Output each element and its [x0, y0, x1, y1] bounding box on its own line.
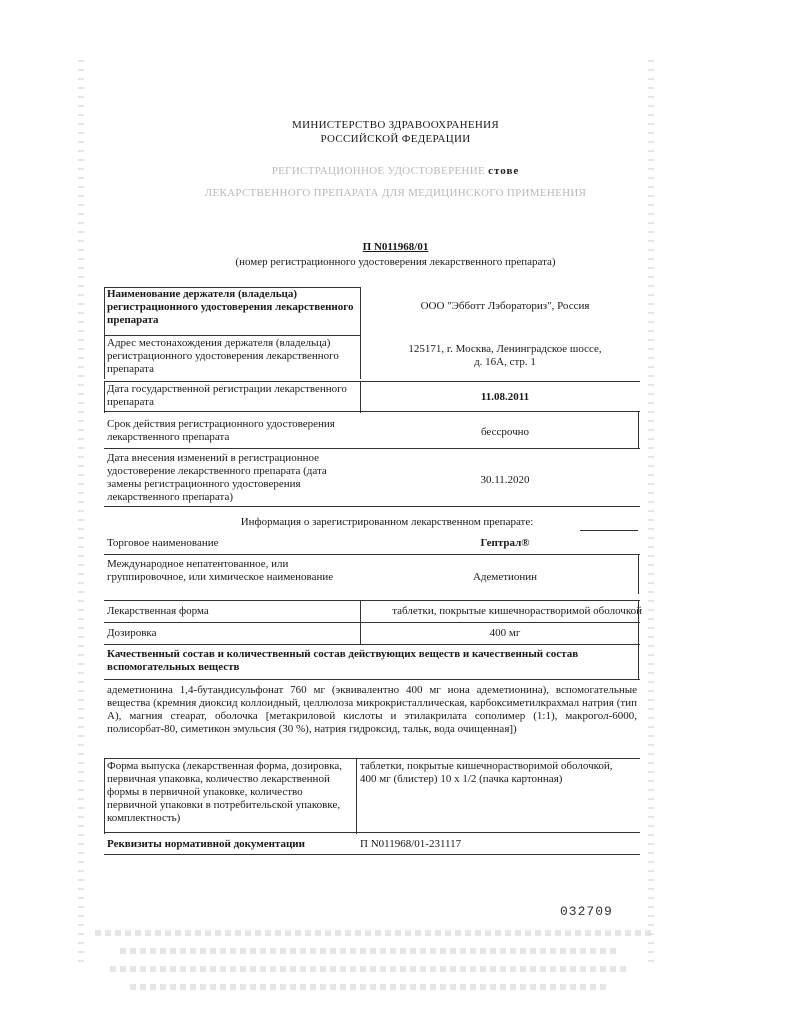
certificate-title	[0, 164, 791, 200]
validity-value: бессрочно	[480, 426, 529, 438]
ministry-header	[0, 118, 791, 146]
dosage-label: Дозировка	[107, 627, 157, 639]
info-heading: Информация о зарегистрированном лекарственном препарате:	[240, 516, 534, 528]
cert-subtitle-faded: ЛЕКАРСТВЕННОГО ПРЕПАРАТА ДЛЯ МЕДИЦИНСКОГО ПРИМЕНЕНИЯ	[204, 187, 587, 199]
validity-label: Срок действия регистрационного удостоверения лекарственного препарата	[107, 418, 335, 443]
reg-date-label: Дата государственной регистрации лекарственного препарата	[107, 383, 347, 408]
release-form-value: таблетки, покрытые кишечнорастворимой оболочкой, 400 мг (блистер) 10 х 1/2 (пачка картонная)	[360, 760, 613, 785]
holder-value: ООО "Эбботт Лэбораториз", Россия	[420, 300, 590, 312]
rule	[104, 335, 105, 379]
rule	[104, 600, 640, 601]
address-value	[360, 343, 650, 369]
dosage-value: 400 мг	[489, 627, 521, 639]
release-form-label: Форма выпуска (лекарственная форма, дозировка, первичная упаковка, количество лекарственной формы в первичной упаковке, количество первичной упаковки в потребительской упаковке, комплектность)	[107, 760, 343, 824]
changes-date-label: Дата внесения изменений в регистрационное удостоверение лекарственного препарата (дата замены регистрационного удостоверения лекарственного препарата)	[107, 452, 327, 503]
rule	[104, 287, 105, 337]
rule	[104, 854, 640, 855]
composition-heading: Качественный состав и количественный состав действующих веществ и качественный состав вспомогательных веществ	[107, 648, 579, 673]
scan-noise	[130, 984, 610, 990]
address-value-line-2: д. 16А, стр. 1	[474, 356, 536, 368]
inn-label: Международное непатентованное, или группировочное, или химическое наименование	[107, 558, 334, 583]
rule	[356, 758, 357, 834]
rule	[580, 530, 638, 531]
rule	[104, 758, 105, 834]
scan-noise	[120, 948, 620, 954]
changes-date-value: 30.11.2020	[480, 474, 530, 486]
dosage-form-value: таблетки, покрытые кишечнорастворимой оболочкой	[392, 605, 642, 617]
rule	[104, 554, 640, 555]
rule	[104, 335, 360, 336]
normative-label: Реквизиты нормативной документации	[107, 838, 305, 850]
rule	[104, 679, 640, 680]
cert-title-faded: РЕГИСТРАЦИОННОЕ УДОСТОВЕРЕНИЕ	[271, 165, 486, 177]
reg-date-value: 11.08.2011	[480, 391, 530, 403]
rule	[104, 832, 640, 833]
ministry-line-1: МИНИСТЕРСТВО ЗДРАВООХРАНЕНИЯ	[292, 119, 499, 131]
rule	[104, 448, 640, 449]
address-value-line-1: 125171, г. Москва, Ленинградское шоссе,	[408, 343, 602, 355]
rule	[104, 506, 640, 507]
rule	[104, 758, 640, 759]
ministry-line-2: РОССИЙСКОЙ ФЕДЕРАЦИИ	[320, 133, 471, 145]
composition-text: адеметионина 1,4-бутандисульфонат 760 мг (эквивалентно 400 мг иона адеметионина), вспомогательные вещества (кремния диоксид коллоидный, целлюлоза микрокристаллическая, карбоксиметилкрахмал натрия (тип А), магния стеарат, оболочка [метакриловой кислоты и этилакрилата сополимер (1:1), макрогол-6000, полисорбат-80, симетикон эмульсия (30 %), натрия гидроксид, тальк, вода очищенная])	[107, 684, 637, 735]
scan-noise	[95, 930, 655, 936]
rule	[104, 644, 640, 645]
rule	[104, 622, 640, 623]
normative-value: П N011968/01-231117	[360, 838, 462, 850]
cert-title-word: стове	[488, 165, 520, 177]
form-serial-number: 032709	[560, 904, 613, 919]
holder-label: Наименование держателя (владельца) регистрационного удостоверения лекарственного препарата	[107, 288, 354, 326]
scan-noise	[110, 966, 630, 972]
dosage-form-label: Лекарственная форма	[107, 605, 209, 617]
trade-name-value: Гептрал®	[480, 537, 530, 549]
rule	[638, 644, 639, 679]
inn-value: Адеметионин	[472, 571, 538, 583]
trade-name-label: Торговое наименование	[107, 537, 219, 549]
address-label: Адрес местонахождения держателя (владельца) регистрационного удостоверения лекарственного препарата	[107, 337, 339, 375]
rule	[104, 381, 640, 382]
registration-number: П N011968/01	[362, 241, 429, 253]
rule	[104, 381, 105, 413]
rule	[104, 411, 640, 412]
registration-number-caption: (номер регистрационного удостоверения лекарственного препарата)	[235, 256, 556, 268]
